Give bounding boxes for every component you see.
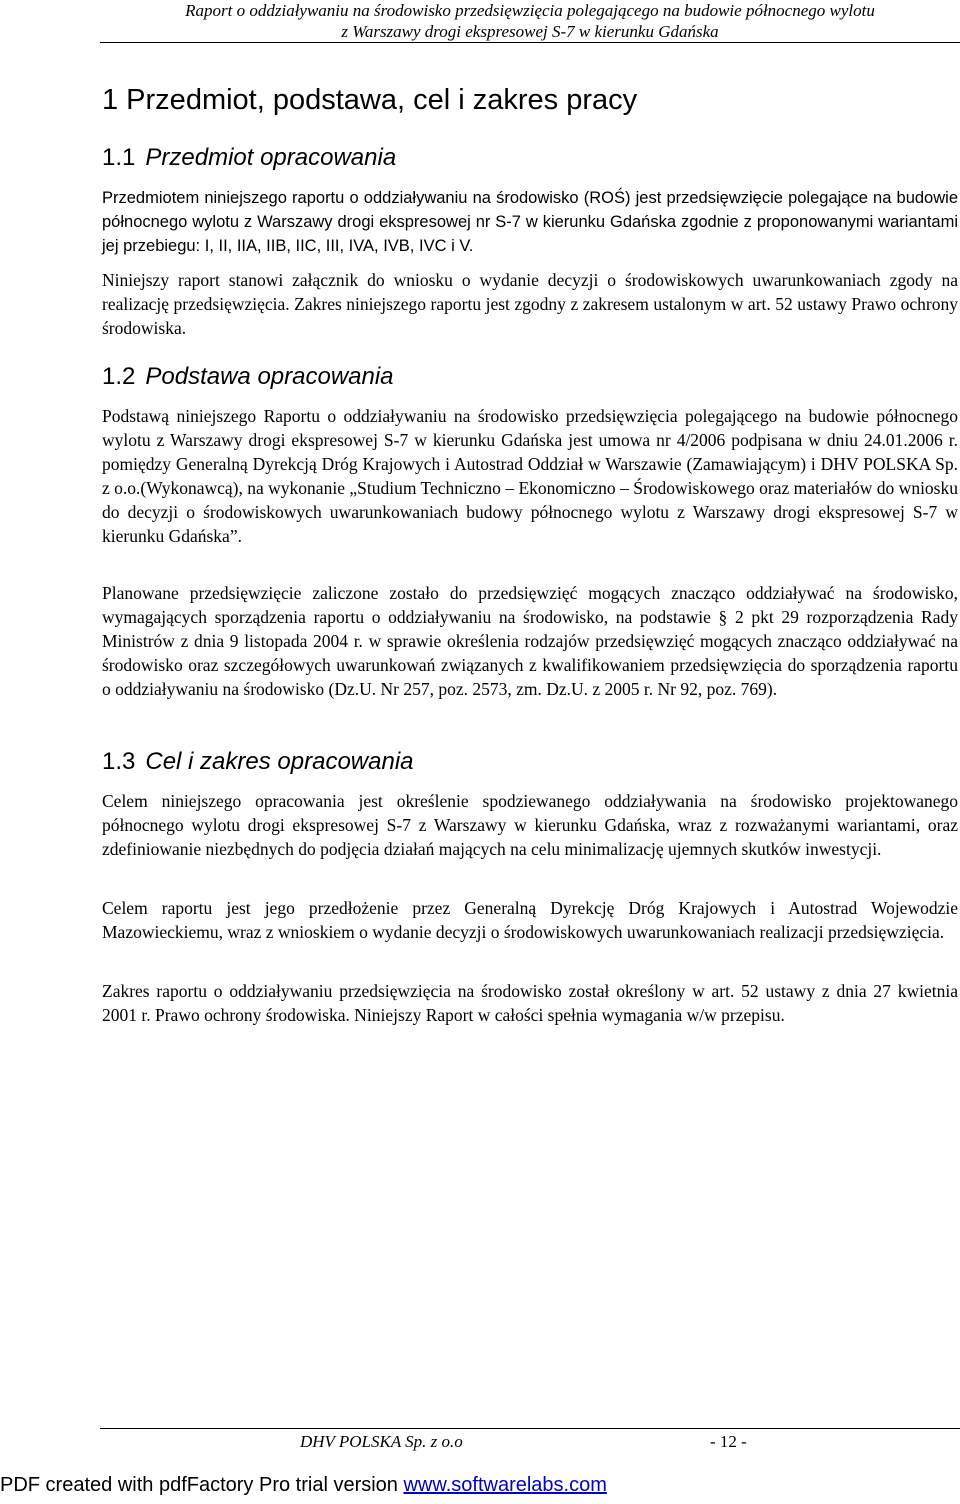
section-title: Podstawa opracowania [145,363,394,390]
chapter-title: 1 Przedmiot, podstawa, cel i zakres pracy [102,84,638,116]
paragraph: Celem raportu jest jego przedłożenie przez Generalną Dyrekcję Dróg Krajowych i Autostrad Wojewodzie Mazowieckiemu, wraz z wnioskiem o wydanie decyzji o środowiskowych uwarunkowaniach realizacji przedsięwzięcia. [102,898,958,942]
running-header-line-1: Raport o oddziaływaniu na środowisko przedsięwzięcia polegającego na budowie północnego wylotu [185,1,875,20]
paragraph: Celem niniejszego opracowania jest określenie spodziewanego oddziaływania na środowisko projektowanego północnego wylotu drogi ekspresowej S-7 z Warszawy w kierunku Gdańska, wraz z rozważanymi wariantami, oraz zdefiniowanie niezbędnych do podjęcia działań mających na celu minimalizację ujemnych skutków inwestycji. [102,791,958,859]
softwarelabs-link[interactable]: www.softwarelabs.com [403,1474,607,1496]
footer-rule [100,1428,960,1429]
section-heading-1-1 [102,144,396,172]
paragraph: Podstawą niniejszego Raportu o oddziaływaniu na środowisko przedsięwzięcia polegającego na budowie północnego wylotu z Warszawy drogi ekspresowej S-7 w kierunku Gdańska jest umowa nr 4/2006 podpisana w dniu 24.01.2006 r. pomiędzy Generalną Dyrekcją Dróg Krajowych i Autostrad Oddział w Warszawie (Zamawiającym) i DHV POLSKA Sp. z o.o.(Wykonawcą), na wykonanie „Studium Techniczno – Ekonomiczno – Środowiskowego oraz materiałów do wniosku do decyzji o środowiskowych uwarunkowaniach budowy północnego wylotu z Warszawy drogi ekspresowej S-7 w kierunku Gdańska”. [102,406,958,546]
section-number: 1.3 [102,748,136,775]
running-header-line-2: z Warszawy drogi ekspresowej S-7 w kierunku Gdańska [341,22,719,41]
section-heading-1-2 [102,363,394,391]
paragraph: Planowane przedsięwzięcie zaliczone zostało do przedsięwzięć mogących znacząco oddziaływać na środowisko, wymagających sporządzenia raportu o oddziaływaniu na środowisko, na podstawie § 2 pkt 29 rozporządzenia Rady Ministrów z dnia 9 listopada 2004 r. w sprawie określenia rodzajów przedsięwzięć mogących znacząco oddziaływać na środowisko oraz szczegółowych uwarunkowań związanych z kwalifikowaniem przedsięwzięcia do sporządzenia raportu o oddziaływaniu na środowisko (Dz.U. Nr 257, poz. 2573, zm. Dz.U. z 2005 r. Nr 92, poz. 769). [102,583,958,699]
section-title: Przedmiot opracowania [145,144,397,171]
header-rule [100,42,960,43]
section-heading-1-3 [102,748,414,776]
section-title: Cel i zakres opracowania [145,748,414,775]
footer-company: DHV POLSKA Sp. z o.o [300,1432,463,1451]
pdf-trial-banner [0,1474,607,1497]
page-number: - 12 - [710,1432,747,1451]
paragraph: Przedmiotem niniejszego raportu o oddziaływaniu na środowisko (ROŚ) jest przedsięwzięcie polegające na budowie północnego wylotu z Warszawy drogi ekspresowej nr S-7 w kierunku Gdańska zgodnie z proponowanymi wariantami jej przebiegu: I, II, IIA, IIB, IIC, III, IVA, IVB, IVC i V. [102,189,958,255]
banner-text: PDF created with pdfFactory Pro trial version [0,1474,404,1496]
section-number: 1.2 [102,363,136,390]
paragraph: Zakres raportu o oddziaływaniu przedsięwzięcia na środowisko został określony w art. 52 ustawy z dnia 27 kwietnia 2001 r. Prawo ochrony środowiska. Niniejszy Raport w całości spełnia wymagania w/w przepisu. [102,981,958,1025]
running-header [100,0,960,42]
paragraph: Niniejszy raport stanowi załącznik do wniosku o wydanie decyzji o środowiskowych uwarunkowaniach zgody na realizację przedsięwzięcia. Zakres niniejszego raportu jest zgodny z zakresem ustalonym w art. 52 ustawy Prawo ochrony środowiska. [102,270,958,338]
section-number: 1.1 [102,144,136,171]
